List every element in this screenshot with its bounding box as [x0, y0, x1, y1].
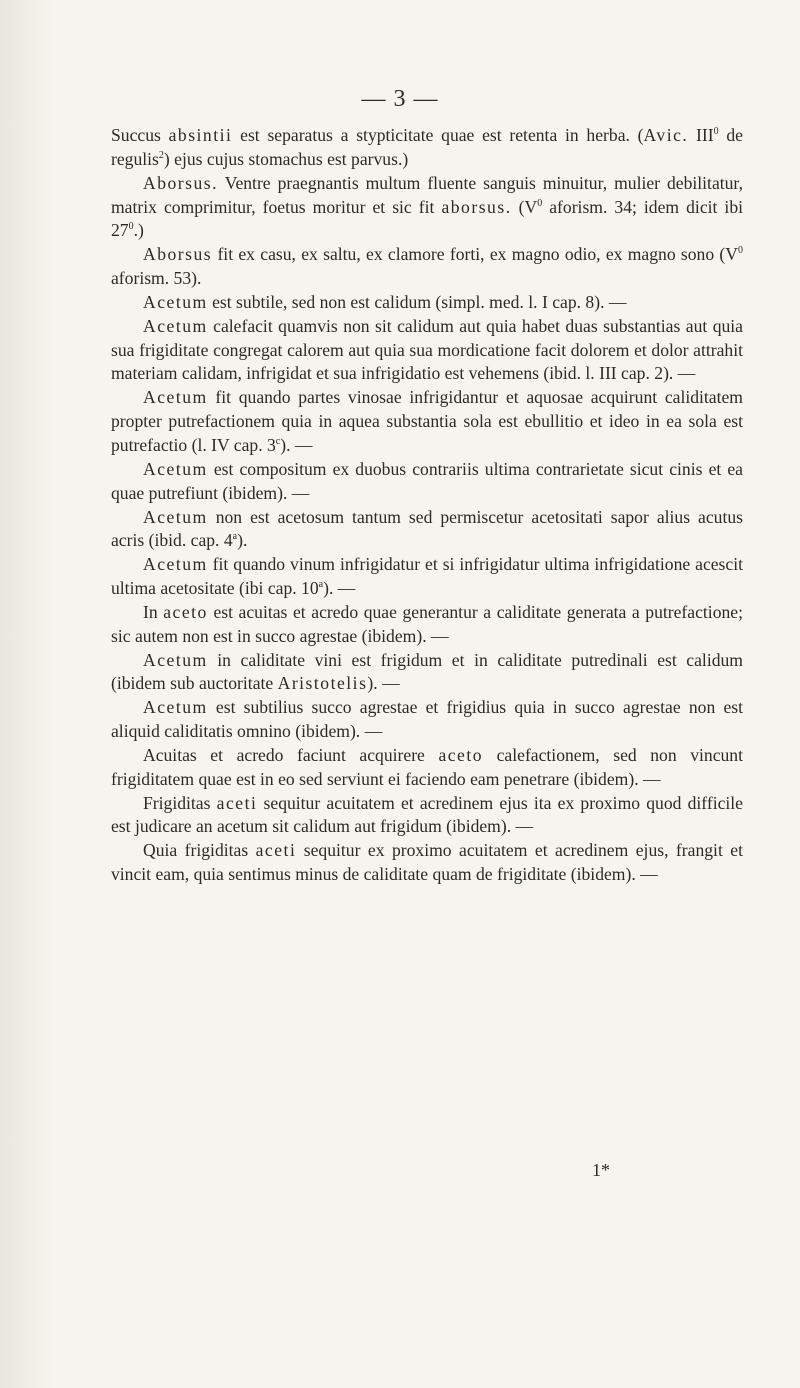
spaced-term: Avic.	[643, 125, 689, 145]
paragraph	[111, 458, 743, 506]
text-run: sequitur ex proximo acuitatem et acredinem ejus, frangit et vincit eam, quia sentimus minus de caliditate quam de frigiditate (ibidem). —	[111, 840, 743, 885]
text-run: fit quando vinum infrigidatur et si infrigidatur ultima infrigidatione acescit ultima acetositate (ibi cap. 10	[111, 554, 743, 599]
paragraph	[111, 506, 743, 554]
superscript: a	[318, 579, 324, 591]
superscript: 0	[738, 245, 743, 257]
text-run: ). —	[367, 673, 400, 694]
text-run: est subtile, sed non est calidum (simpl. med. l. I cap. 8). —	[207, 291, 627, 312]
text-run: fit quando partes vinosae infrigidantur et aquosae acquirunt caliditatem propter putrefactionem quia in aquea substantia sola est ebullitio et ideo in ea sola est putrefactio (l. IV cap. 3	[111, 387, 743, 455]
text-run: ). —	[280, 434, 313, 455]
superscript: 0	[537, 197, 543, 209]
paragraph	[111, 696, 743, 744]
text-run: est acuitas et acredo quae generantur a caliditate generata a putrefactione; sic autem non est in succo agrestae (ibidem). —	[111, 601, 743, 646]
spaced-term: Acetum	[143, 458, 208, 479]
paragraph	[111, 744, 743, 792]
spaced-term: Acetum	[143, 291, 208, 312]
text-run: In	[143, 601, 164, 622]
superscript: a	[232, 531, 238, 543]
spaced-term: Aristotelis	[277, 673, 368, 694]
text-run: est subtilius succo agrestae et frigidius quia in succo agrestae non est aliquid caliditatis omnino (ibidem). —	[111, 697, 743, 742]
text-run: ).	[237, 530, 248, 551]
spaced-term: aceto	[163, 601, 208, 622]
superscript: 0	[128, 221, 134, 233]
spaced-term: Aborsus	[143, 244, 213, 265]
paragraph	[111, 792, 743, 840]
spaced-term: absintii	[168, 125, 233, 145]
paragraph	[111, 172, 743, 244]
text-run: fit ex casu, ex saltu, ex clamore forti, ex magno odio, ex magno sono (V	[212, 244, 738, 265]
spaced-term: Acetum	[143, 315, 208, 336]
spaced-term: Acetum	[143, 649, 208, 670]
superscript: c	[275, 436, 281, 448]
page-edge-shadow	[0, 0, 56, 1388]
text-run: ). —	[323, 578, 356, 599]
text-run: est separatus a stypticitate quae est retenta in herba. (	[232, 125, 644, 145]
text-run: non est acetosum tantum sed permiscetur acetositati sapor alius acutus acris (ibid. cap. 4	[111, 506, 743, 551]
paragraph	[111, 839, 743, 887]
spaced-term: aceti	[255, 840, 297, 861]
superscript: 0	[713, 126, 719, 138]
spaced-term: aborsus.	[441, 196, 512, 217]
paragraph	[111, 553, 743, 601]
text-run: Frigiditas	[143, 792, 217, 813]
spaced-term: Acetum	[143, 506, 208, 527]
text-run: ) ejus cujus stomachus est parvus.)	[163, 148, 409, 169]
spaced-term: aceti	[216, 792, 258, 813]
paragraph	[111, 291, 743, 315]
paragraph	[111, 243, 743, 291]
text-run: calefacit quamvis non sit calidum aut quia habet duas substantias aut quia sua frigiditate congregat calorem aut quia sua mordicatione facit dolorem et dolor attrahit materiam calidam, infrigidat et sua infrigidatio est vehemens (ibid. l. III cap. 2). —	[111, 315, 743, 384]
text-run: Succus	[111, 125, 169, 145]
text-run: calefactionem, sed non vincunt frigiditatem quae est in eo sed serviunt ei faciendo eam penetrare (ibidem). —	[111, 744, 743, 789]
body-text	[111, 124, 743, 887]
text-run: (V	[511, 196, 538, 217]
paragraph	[111, 315, 743, 387]
spaced-term: aceto	[438, 744, 484, 765]
signature-mark: 1*	[592, 1160, 610, 1180]
superscript: 2	[158, 149, 164, 161]
text-run: sequitur acuitatem et acredinem ejus ita ex proximo quod difficile est judicare an acetum sit calidum aut frigidum (ibidem). —	[111, 792, 743, 837]
text-run: aforism. 53).	[111, 268, 202, 289]
text-run: aforism. 34; idem dicit ibi 27	[111, 196, 744, 241]
text-run: Quia frigiditas	[143, 840, 256, 861]
spaced-term: Aborsus.	[143, 172, 219, 193]
spaced-term: Acetum	[143, 697, 208, 718]
spaced-term: Acetum	[143, 387, 208, 408]
paragraph	[111, 124, 743, 172]
page-header: — 3 —	[361, 86, 439, 112]
paragraph	[111, 386, 743, 458]
text-run: est compositum ex duobus contrariis ultima contrarietate sicut cinis et ea quae putrefiunt (ibidem). —	[111, 458, 743, 503]
paragraph	[111, 601, 743, 649]
text-run: de regulis	[111, 125, 743, 169]
text-run: III	[688, 125, 714, 145]
text-run: in caliditate vini est frigidum et in caliditate putredinali est calidum (ibidem sub auctoritate	[111, 649, 743, 694]
text-run: Ventre praegnantis multum fluente sanguis minuitur, mulier debilitatur, matrix comprimitur, foetus moritur et sic fit	[111, 172, 743, 217]
paragraph	[111, 649, 743, 697]
spaced-term: Acetum	[143, 554, 208, 575]
text-run: .)	[133, 220, 144, 241]
text-run: Acuitas et acredo faciunt acquirere	[143, 744, 439, 765]
